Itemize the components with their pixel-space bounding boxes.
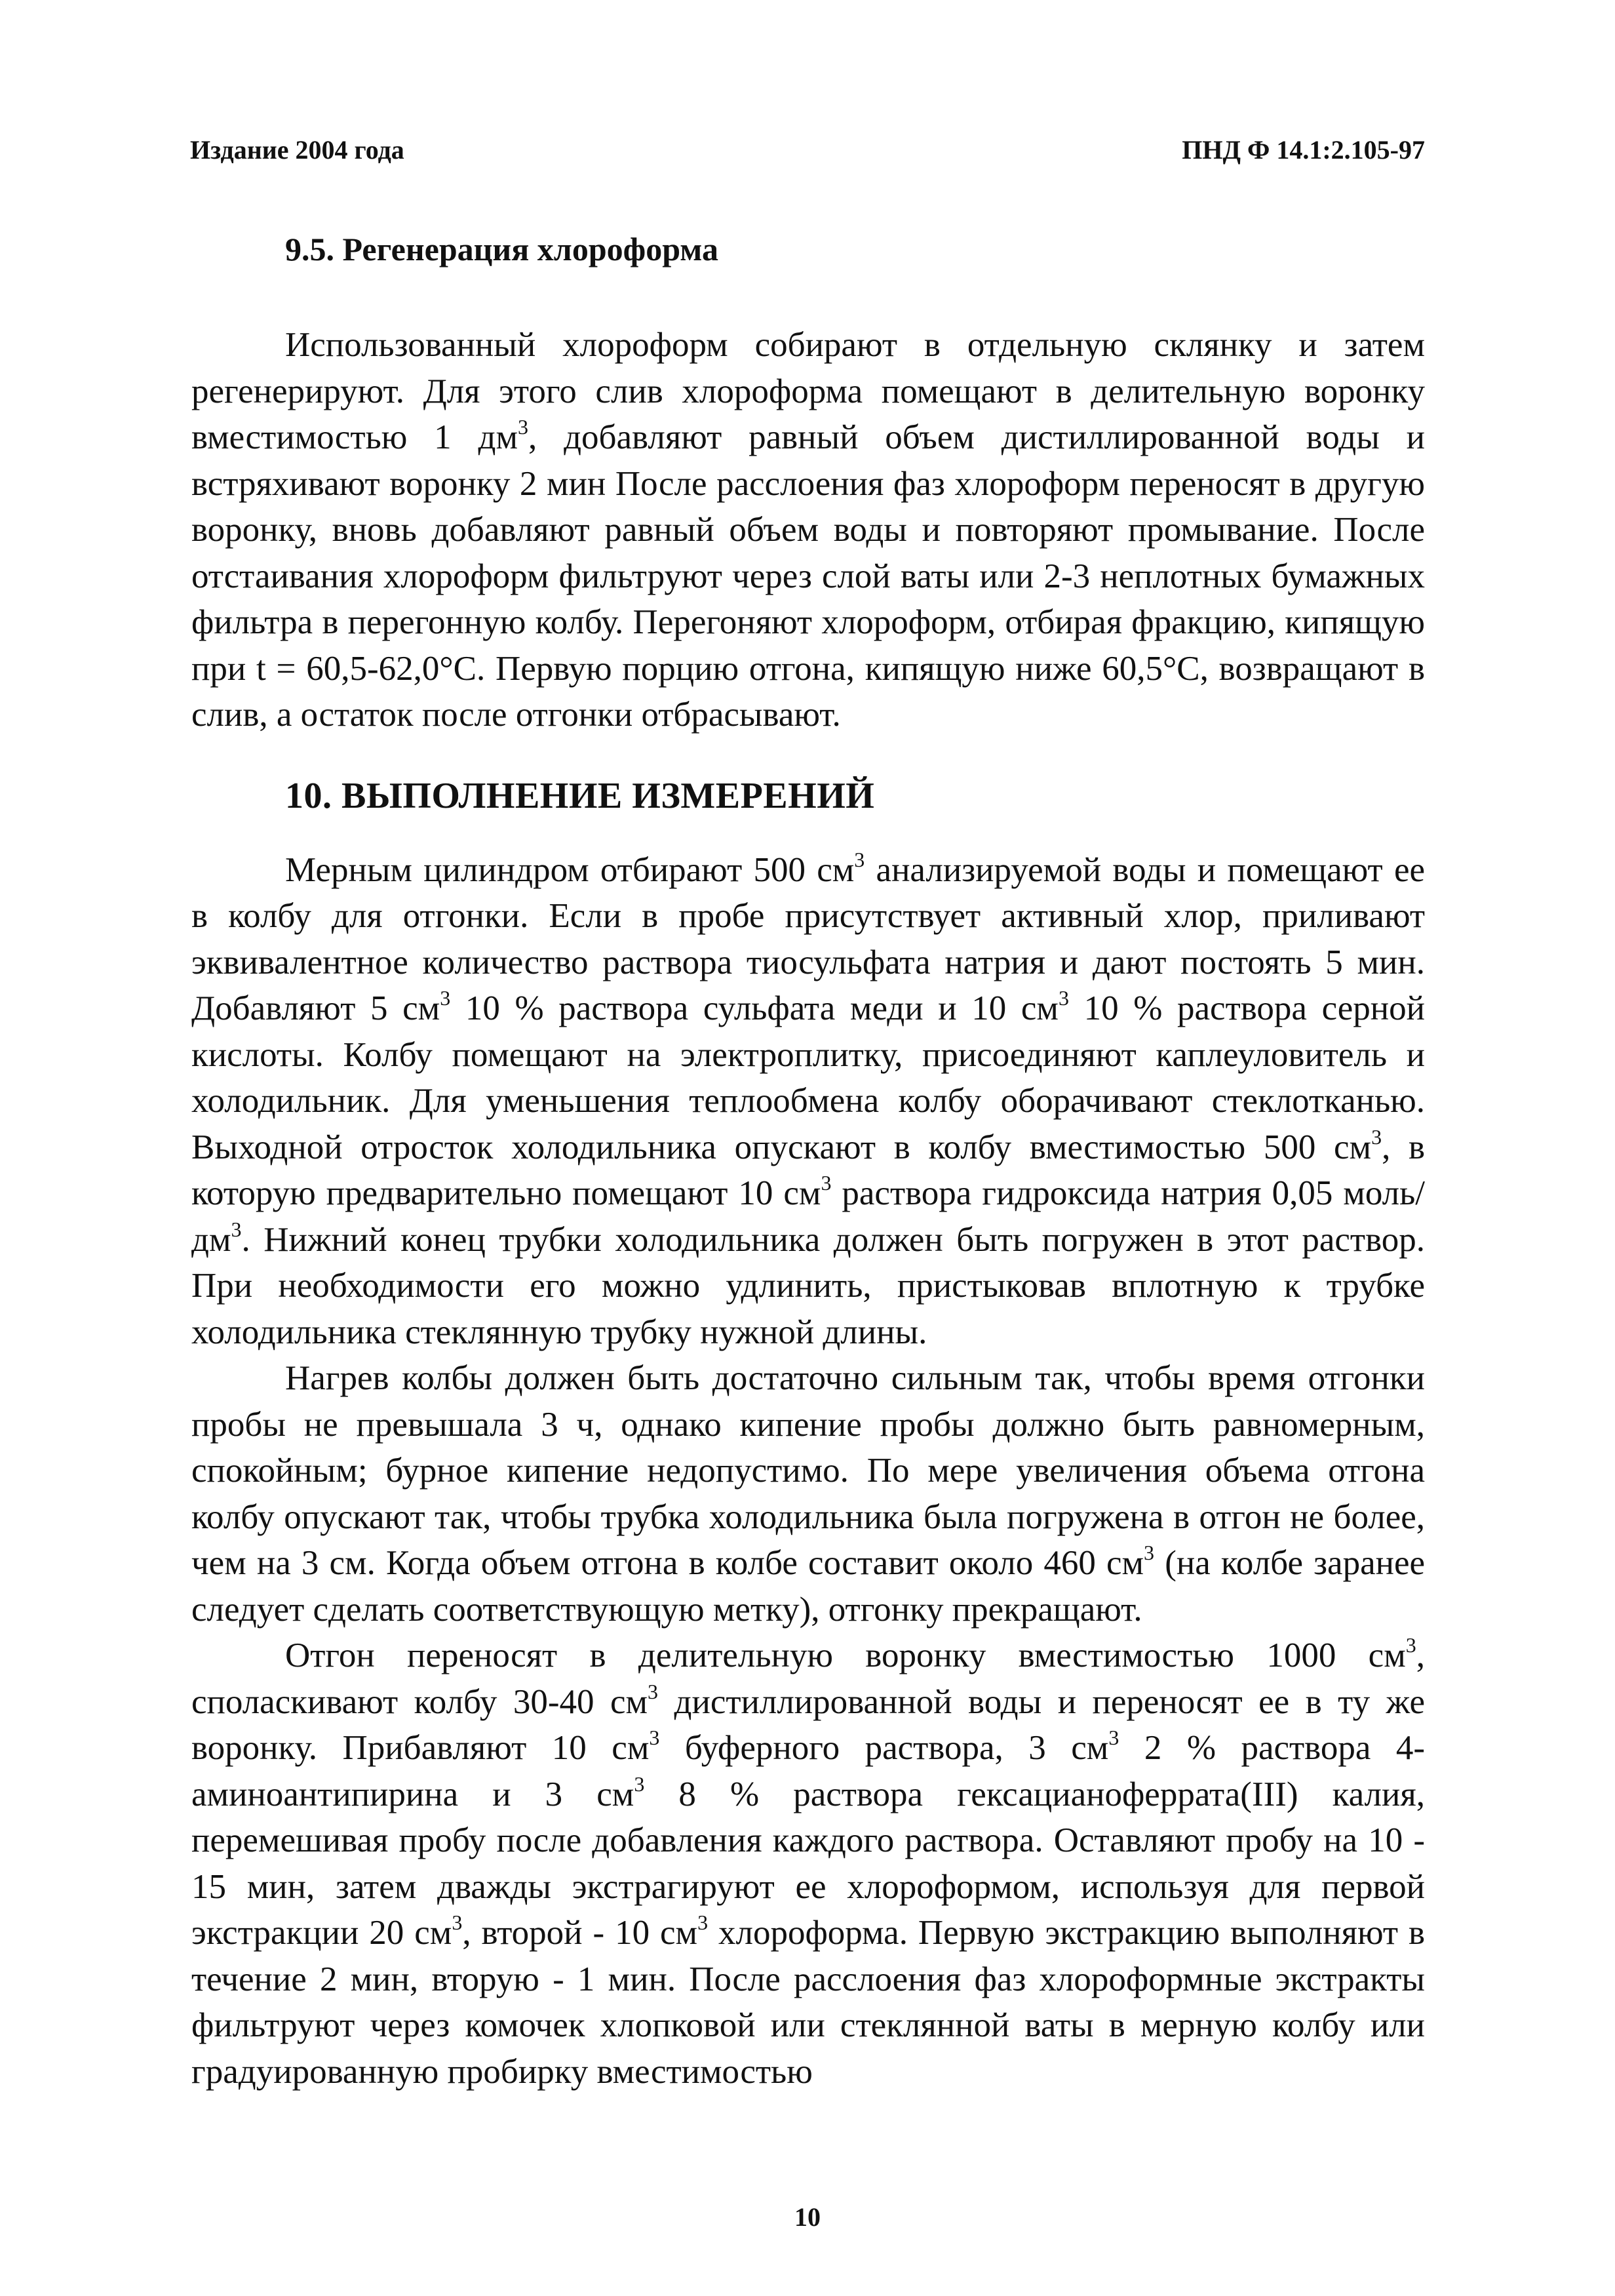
text-run: (на колбе заранее следует сделать соответствующую метку), отгонку прекращают. (191, 1544, 1425, 1629)
superscript: 3 (231, 1217, 242, 1241)
text-run: 10 % раствора серной кислоты. Колбу помещают на электроплитку, присоединяют каплеуловитель и холодильник. Для уменьшения теплообмена колбу оборачивают стеклотканью. Выходной отросток холодильника опускают в колбу вместимостью 500 см (191, 989, 1425, 1166)
text-run: , второй - 10 см (462, 1914, 698, 1952)
superscript: 3 (854, 847, 865, 871)
text-run: Нагрев колбы должен быть достаточно сильным так, чтобы время отгонки пробы не превышала 3 ч, однако кипение пробы должно быть равномерным, спокойным; бурное кипение недопустимо. По мере увеличения объема отгона колбу опускают так, чтобы трубка холодильника была погружена в отгон не более, чем на 3 см. Когда объем отгона в колбе составит около 460 см (191, 1359, 1425, 1582)
text-run: хлороформа. Первую экстракцию выполняют в течение 2 мин, вторую - 1 мин. После расслоения фаз хлороформные экстракты фильтруют через комочек хлопковой или стеклянной ваты в мерную колбу или градуированную пробирку вместимостью (191, 1914, 1425, 2091)
superscript: 3 (1144, 1541, 1155, 1564)
paragraph-distillation-setup (191, 847, 1425, 1356)
superscript: 3 (1058, 986, 1069, 1010)
text-run: Использованный хлороформ собирают в отдельную склянку и затем регенерируют. Для этого слив хлороформа помещают в делительную воронку вместимостью 1 дм (191, 326, 1425, 456)
superscript: 3 (518, 415, 529, 439)
text-run: , споласкивают колбу 30-40 см (191, 1636, 1425, 1721)
superscript: 3 (1405, 1633, 1416, 1657)
edition-label: Издание 2004 года (190, 135, 404, 165)
page-content (191, 226, 1425, 2095)
section-heading-9-5: 9.5. Регенерация хлороформа (285, 231, 719, 267)
page-number: 10 (794, 2202, 821, 2232)
text-run: 10 % раствора сульфата меди и 10 см (450, 989, 1059, 1027)
superscript: 3 (648, 1679, 659, 1703)
text-run: 8 % раствора гексацианоферрата(III) калия, перемешивая пробу после добавления каждого раствора. Оставляют пробу на 10 - 15 мин, затем дважды экстрагируют ее хлороформом, используя для первой экстракции 20 см (191, 1775, 1426, 1952)
text-run: Отгон переносят в делительную воронку вместимостью 1000 см (285, 1636, 1406, 1674)
superscript: 3 (1108, 1726, 1119, 1749)
paragraph-heating (191, 1355, 1425, 1633)
superscript: 3 (440, 986, 451, 1010)
superscript: 3 (649, 1726, 660, 1749)
superscript: 3 (821, 1171, 832, 1195)
text-run: , добавляют равный объем дистиллированной воды и встряхивают воронку 2 мин После расслоения фаз хлороформ переносят в другую воронку, вновь добавляют равный объем воды и повторяют промывание. После отстаивания хлороформ фильтруют через слой ваты или 2-3 неплотных бумажных фильтра в перегонную колбу. Перегоняют хлороформ, отбирая фракцию, кипящую при t = 60,5-62,0°С. Первую порцию отгона, кипящую ниже 60,5°С, возвращают в слив, а остаток после отгонки отбрасывают. (191, 418, 1425, 734)
text-run: буферного раствора, 3 см (659, 1729, 1109, 1767)
text-run: дистиллированной воды и переносят ее в ту же воронку. Прибавляют 10 см (191, 1682, 1425, 1767)
text-run: 2 % раствора 4-аминоантипирина и 3 см (191, 1729, 1426, 1813)
superscript: 3 (634, 1771, 645, 1796)
section-heading-10: 10. ВЫПОЛНЕНИЕ ИЗМЕРЕНИЙ (285, 775, 875, 816)
text-run: раствора гидроксида натрия 0,05 моль/дм (191, 1174, 1425, 1259)
paragraph-chloroform-regeneration (191, 322, 1425, 738)
superscript: 3 (452, 1910, 463, 1934)
superscript: 3 (1371, 1124, 1382, 1149)
document-code: ПНД Ф 14.1:2.105-97 (1182, 135, 1425, 165)
text-run: . Нижний конец трубки холодильника должен быть погружен в этот раствор. При необходимости его можно удлинить, пристыковав вплотную к трубке холодильника стеклянную трубку нужной длины. (191, 1220, 1425, 1351)
paragraph-extraction (191, 1633, 1425, 2095)
text-run: анализируемой воды и помещают ее в колбу для отгонки. Если в пробе присутствует активный хлор, приливают эквивалентное количество раствора тиосульфата натрия и дают постоять 5 мин. Добавляют 5 см (191, 850, 1425, 1027)
text-run: Мерным цилиндром отбирают 500 см (285, 850, 855, 889)
text-run: , в которую предварительно помещают 10 см (191, 1128, 1426, 1212)
page-header (190, 134, 1425, 174)
superscript: 3 (697, 1910, 709, 1934)
